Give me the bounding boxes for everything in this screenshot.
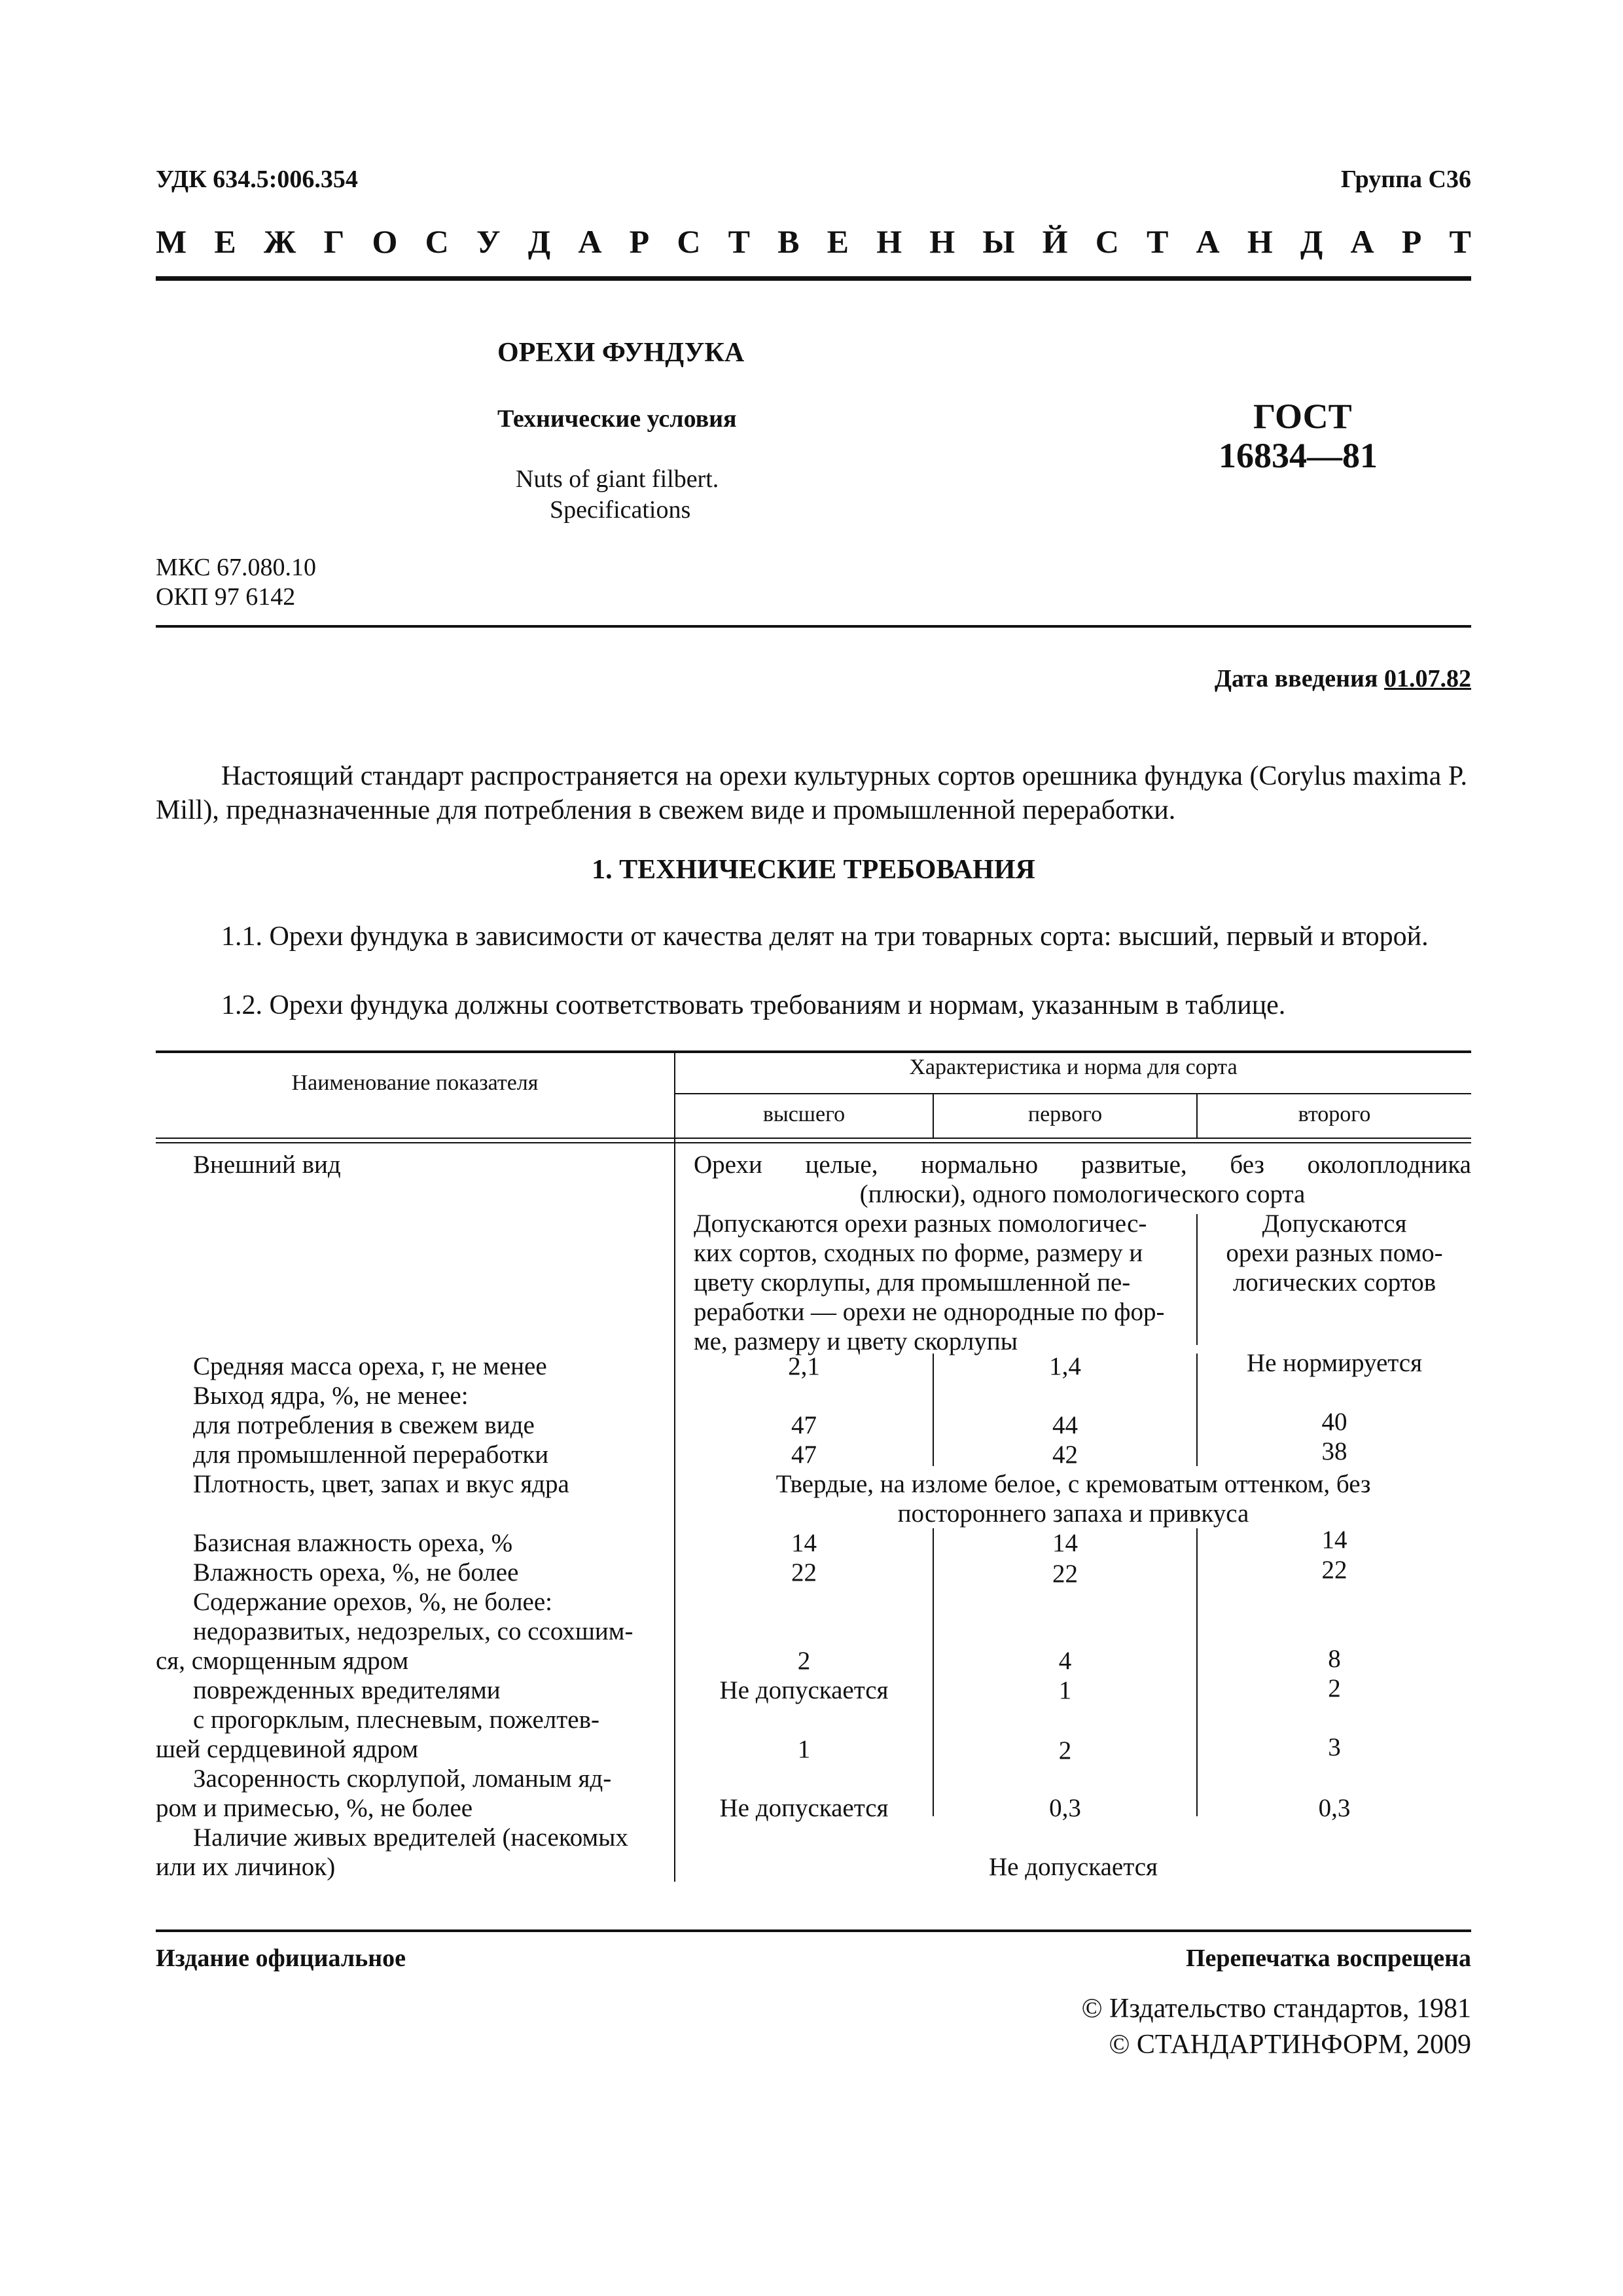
interstate-letter: Д: [527, 223, 551, 260]
interstate-letter: А: [578, 223, 602, 260]
interstate-letter: А: [1350, 223, 1374, 260]
pest-damaged-col-1: Не допускается: [719, 1676, 889, 1704]
table-head-col-3: второго: [1298, 1102, 1371, 1126]
interstate-letter: Т: [1147, 223, 1169, 260]
interstate-letter: М: [156, 223, 187, 260]
official-edition: Издание официальное: [156, 1945, 406, 1972]
english-title-line2: Specifications: [550, 496, 691, 524]
table-head-indicator: Наименование показателя: [291, 1071, 539, 1095]
introduction-date-value: 01.07.82: [1384, 665, 1471, 692]
interstate-letter: Е: [827, 223, 849, 260]
codes-rule: [156, 625, 1471, 628]
row-appearance-label: Внешний вид: [193, 1151, 341, 1179]
introduction-date: [1215, 664, 1471, 693]
row-industry-label: для промышленной переработки: [193, 1441, 549, 1469]
copyright-2009: © СТАНДАРТИНФОРМ, 2009: [1109, 2030, 1471, 2060]
gost-label: ГОСТ: [1253, 397, 1352, 436]
table-head-bottom-rule: [156, 1138, 1471, 1139]
section-title: 1. ТЕХНИЧЕСКИЕ ТРЕБОВАНИЯ: [592, 855, 1035, 885]
footer-rule: [156, 1929, 1471, 1932]
udk-code: УДК 634.5:006.354: [156, 166, 358, 193]
intro-paragraph: Настоящий стандарт распространяется на орехи культурных сортов орешника фундука (Corylus maxima P. Mill), предназначенные для потребления в свежем виде и промышленной переработки.: [156, 761, 1468, 825]
appearance-12-line5: ме, размеру и цвету скорлупы: [694, 1327, 1018, 1355]
interstate-letter: Е: [214, 223, 236, 260]
interstate-standard-heading: [156, 223, 1471, 260]
group-code: Группа С36: [1340, 166, 1471, 193]
row-yield-label: Выход ядра, %, не менее:: [193, 1382, 469, 1410]
interstate-letter: В: [777, 223, 800, 260]
table-head-col-1: высшего: [762, 1102, 846, 1126]
appearance-12-line1: Допускаются орехи разных помологичес-: [694, 1210, 1147, 1238]
pest-damaged-col-3: 2: [1328, 1674, 1341, 1702]
industry-col-3: 38: [1321, 1437, 1347, 1465]
interstate-letter: Ы: [982, 223, 1015, 260]
appearance-3-line2: орехи разных помо-: [1226, 1239, 1443, 1267]
under-col-2: 4: [1058, 1647, 1072, 1675]
rancid-col-2: 2: [1058, 1736, 1072, 1765]
row-litter-label-1: Засоренность скорлупой, ломаным яд-: [193, 1765, 612, 1793]
table-head-col-2: первого: [1027, 1102, 1103, 1126]
fresh-col-2: 44: [1052, 1411, 1078, 1439]
fresh-col-1: 47: [791, 1411, 817, 1439]
fresh-col-3: 40: [1321, 1408, 1347, 1436]
interstate-letter: Ж: [263, 223, 296, 260]
mass-col-3: Не нормируется: [1246, 1349, 1423, 1377]
copyright-1981: © Издательство стандартов, 1981: [1081, 1994, 1471, 2024]
mass-col-2: 1,4: [1049, 1352, 1081, 1380]
interstate-letter: Н: [1247, 223, 1273, 260]
litter-col-1: Не допускается: [719, 1794, 889, 1822]
okp-code: ОКП 97 6142: [156, 583, 296, 611]
row-under-label-1: недоразвитых, недозрелых, со ссохшим-: [193, 1617, 633, 1645]
density-all-line1: Твердые, на изломе белое, с кремоватым оттенком, без: [776, 1470, 1371, 1498]
introduction-date-label: Дата введения: [1214, 665, 1378, 692]
row-live-pests-label-2: или их личинок): [156, 1853, 336, 1881]
table-top-rule: [156, 1050, 1471, 1053]
base-moist-col-3: 14: [1321, 1526, 1347, 1554]
moist-col-1: 22: [791, 1558, 817, 1587]
row-base-moist-label: Базисная влажность ореха, %: [193, 1529, 513, 1557]
appearance-3-line3: логических сортов: [1232, 1268, 1436, 1297]
row-content-label: Содержание орехов, %, не более:: [193, 1588, 552, 1616]
document-subtitle: Технические условия: [497, 405, 737, 433]
interstate-letter: Н: [876, 223, 902, 260]
appearance-all-line1: Орехи целые, нормально развитые, без околоплодника: [694, 1151, 1471, 1179]
mass-col-1: 2,1: [788, 1352, 820, 1380]
row-fresh-label: для потребления в свежем виде: [193, 1411, 535, 1439]
row-rancid-label-2: шей сердцевиной ядром: [156, 1735, 419, 1763]
base-moist-col-2: 14: [1052, 1529, 1078, 1557]
interstate-letter: Д: [1300, 223, 1323, 260]
clause-1-1: 1.1. Орехи фундука в зависимости от качества делят на три товарных сорта: высший, первый и второй.: [221, 922, 1429, 952]
industry-col-1: 47: [791, 1441, 817, 1469]
row-live-pests-label-1: Наличие живых вредителей (насекомых: [193, 1823, 628, 1852]
mks-code: МКС 67.080.10: [156, 554, 317, 581]
row-mass-label: Средняя масса ореха, г, не менее: [193, 1352, 547, 1380]
table-head-bottom-rule-2: [156, 1142, 1471, 1143]
appearance-3-line1: Допускаются: [1262, 1210, 1407, 1238]
row-under-label-2: ся, сморщенным ядром: [156, 1647, 409, 1675]
appearance-all-line2: (плюски), одного помологического сорта: [859, 1180, 1306, 1208]
under-col-3: 8: [1328, 1645, 1341, 1673]
interstate-letter: Й: [1042, 223, 1068, 260]
interstate-letter: Р: [1401, 223, 1422, 260]
english-title-line1: Nuts of giant filbert.: [516, 465, 719, 493]
moist-col-3: 22: [1321, 1556, 1347, 1584]
interstate-letter: У: [476, 223, 501, 260]
clause-1-2: 1.2. Орехи фундука должны соответствовать требованиям и нормам, указанным в таблице.: [221, 990, 1286, 1020]
under-col-1: 2: [797, 1647, 811, 1675]
row-litter-label-2: ром и примесью, %, не более: [156, 1794, 473, 1822]
interstate-letter: О: [372, 223, 398, 260]
appearance-12-line2: ких сортов, сходных по форме, размеру и: [694, 1239, 1143, 1267]
rancid-col-1: 1: [797, 1735, 811, 1763]
rancid-col-3: 3: [1328, 1733, 1341, 1761]
interstate-letter: Т: [728, 223, 750, 260]
header-rule: [156, 276, 1471, 281]
table-head-mid-rule: [674, 1093, 1471, 1094]
industry-col-2: 42: [1052, 1441, 1078, 1469]
pest-damaged-col-2: 1: [1058, 1676, 1072, 1704]
base-moist-col-1: 14: [791, 1529, 817, 1557]
density-all-line2: постороннего запаха и привкуса: [897, 1499, 1249, 1528]
interstate-letter: С: [425, 223, 449, 260]
document-title: ОРЕХИ ФУНДУКА: [497, 338, 745, 368]
moist-col-2: 22: [1052, 1560, 1078, 1588]
litter-col-3: 0,3: [1318, 1794, 1351, 1822]
interstate-letter: Р: [629, 223, 650, 260]
table-head-group: Характеристика и норма для сорта: [909, 1055, 1238, 1079]
interstate-letter: Г: [323, 223, 345, 260]
row-density-label: Плотность, цвет, запах и вкус ядра: [193, 1470, 569, 1498]
live-pests-all: Не допускается: [989, 1853, 1158, 1881]
appearance-12-line3: цвету скорлупы, для промышленной пе-: [694, 1268, 1131, 1297]
reprint-prohibited: Перепечатка воспрещена: [1185, 1945, 1471, 1972]
row-moist-label: Влажность ореха, %, не более: [193, 1558, 519, 1587]
interstate-letter: С: [677, 223, 701, 260]
appearance-12-line4: реработки — орехи не однородные по фор-: [694, 1298, 1165, 1326]
interstate-letter: Т: [1449, 223, 1471, 260]
row-pest-damaged-label: поврежденных вредителями: [193, 1676, 501, 1704]
litter-col-2: 0,3: [1049, 1794, 1081, 1822]
interstate-letter: С: [1095, 223, 1119, 260]
interstate-letter: Н: [929, 223, 955, 260]
gost-number: 16834—81: [1219, 436, 1378, 475]
row-rancid-label-1: с прогорклым, плесневым, пожелтев-: [193, 1706, 600, 1734]
interstate-letter: А: [1196, 223, 1220, 260]
